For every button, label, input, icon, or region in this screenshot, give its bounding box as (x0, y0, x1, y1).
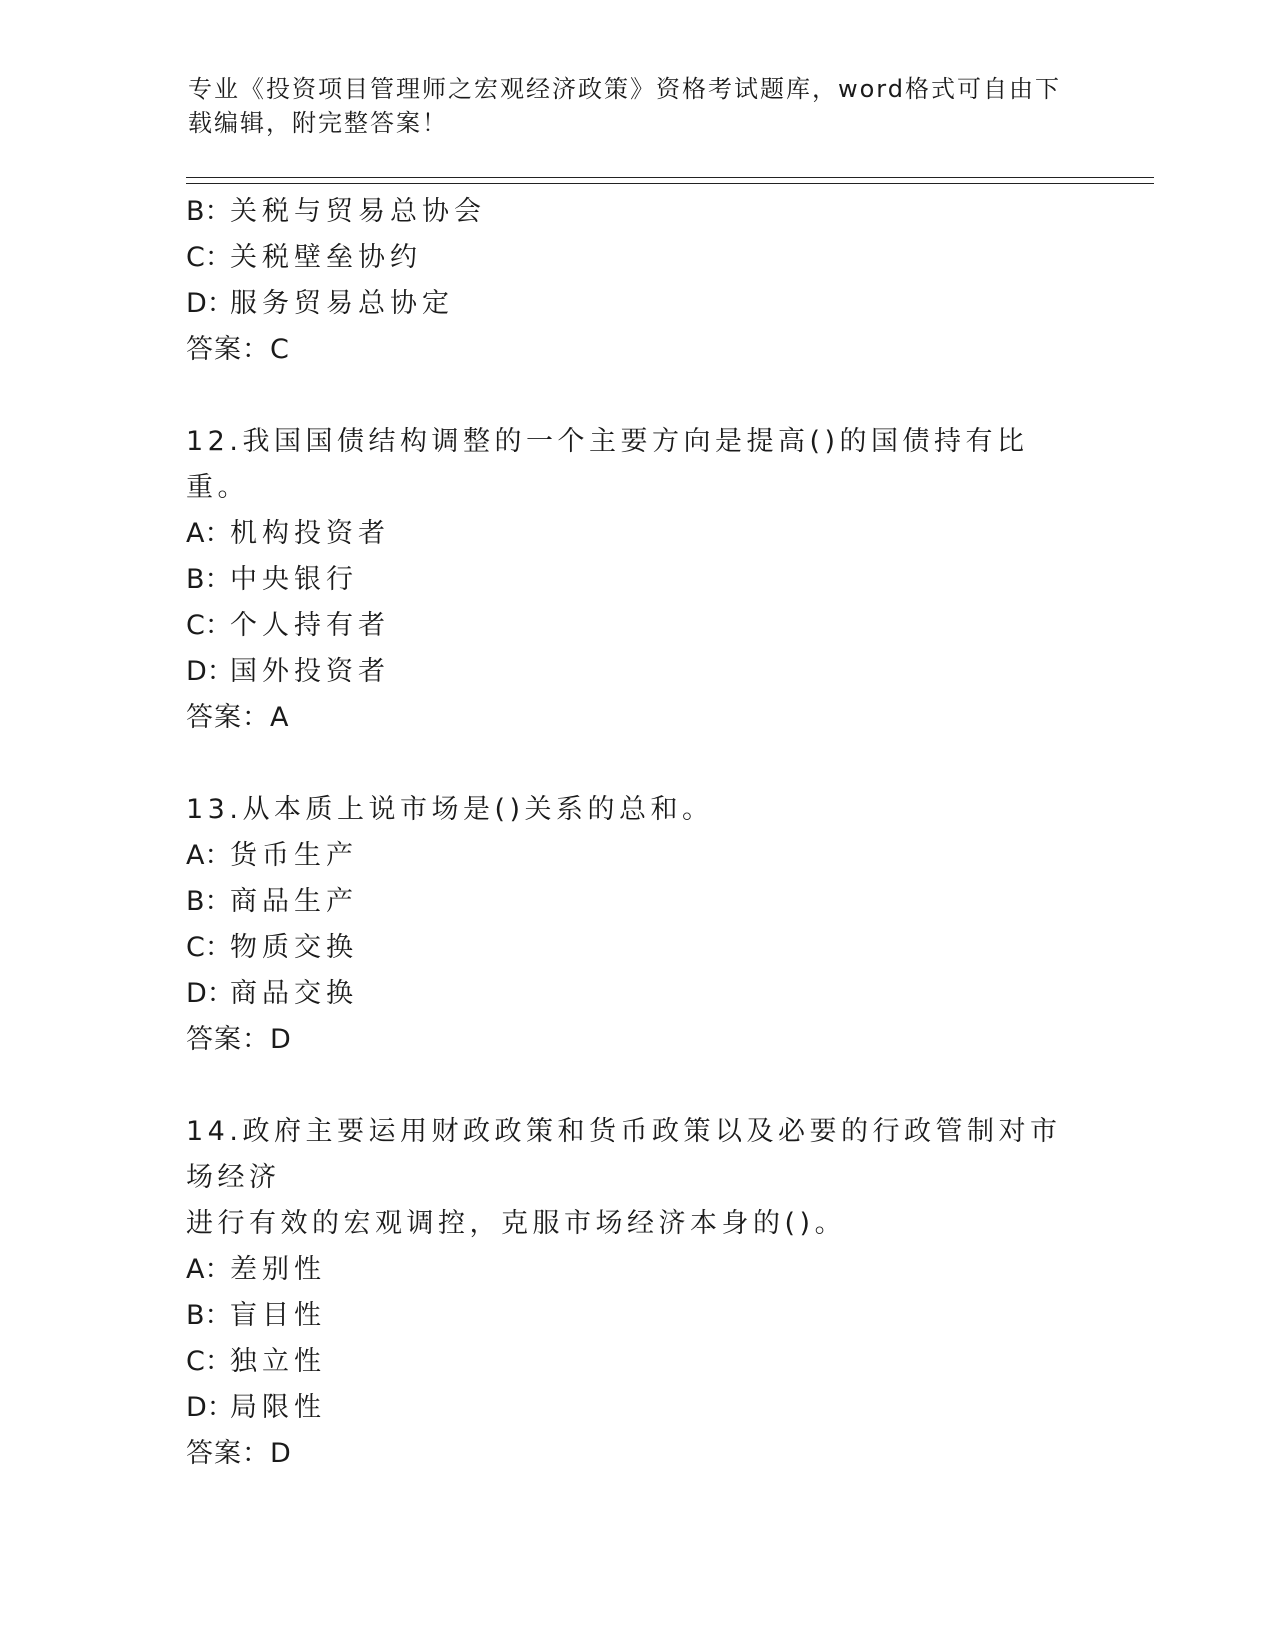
option-text: 物质交换 (230, 932, 358, 963)
option-b (186, 189, 1086, 235)
option-text: 服务贸易总协定 (230, 288, 454, 319)
option-key: B： (186, 886, 232, 917)
option-text: 关税壁垒协约 (230, 242, 422, 273)
option-d (186, 281, 1086, 327)
option-text: 中央银行 (230, 564, 358, 595)
question-stem-line-2: 进行有效的宏观调控，克服市场经济本身的()。 (186, 1208, 847, 1239)
option-text: 独立性 (230, 1346, 326, 1377)
option-c (186, 925, 1086, 971)
option-text: 机构投资者 (230, 518, 390, 549)
spacer (186, 373, 1086, 419)
option-a (186, 1247, 1086, 1293)
option-key: A： (186, 518, 232, 549)
question-stem: 13.从本质上说市场是()关系的总和。 (186, 794, 714, 825)
answer-line: 答案：A (186, 702, 290, 733)
question-12 (186, 419, 1086, 741)
option-key: D： (186, 978, 234, 1009)
option-key: C： (186, 242, 232, 273)
question-14 (186, 1109, 1086, 1477)
answer-line: 答案：C (186, 334, 290, 365)
spacer (186, 1063, 1086, 1109)
answer-line: 答案：D (186, 1438, 292, 1469)
option-c (186, 235, 1086, 281)
option-c (186, 603, 1086, 649)
option-text: 差别性 (230, 1254, 326, 1285)
option-text: 盲目性 (230, 1300, 326, 1331)
option-key: A： (186, 1254, 232, 1285)
option-a (186, 833, 1086, 879)
option-key: C： (186, 932, 232, 963)
option-text: 国外投资者 (230, 656, 390, 687)
header-divider-bottom (186, 183, 1154, 184)
option-text: 关税与贸易总协会 (230, 196, 486, 227)
option-text: 局限性 (230, 1392, 326, 1423)
option-key: B： (186, 196, 232, 227)
option-key: D： (186, 288, 234, 319)
document-header: 专业《投资项目管理师之宏观经济政策》资格考试题库，word格式可自由下载编辑，附完整答案！ (188, 75, 1061, 137)
option-text: 商品生产 (230, 886, 358, 917)
option-text: 货币生产 (230, 840, 358, 871)
spacer (186, 741, 1086, 787)
option-key: C： (186, 1346, 232, 1377)
option-d (186, 971, 1086, 1017)
option-b (186, 557, 1086, 603)
header-divider-top (186, 177, 1154, 178)
option-b (186, 879, 1086, 925)
option-key: B： (186, 1300, 232, 1331)
option-text: 商品交换 (230, 978, 358, 1009)
question-list (186, 189, 1086, 1477)
option-key: B： (186, 564, 232, 595)
option-key: C： (186, 610, 232, 641)
option-b (186, 1293, 1086, 1339)
option-text: 个人持有者 (230, 610, 390, 641)
question-stem: 12.我国国债结构调整的一个主要方向是提高()的国债持有比重。 (186, 426, 1029, 503)
question-13 (186, 787, 1086, 1063)
option-key: A： (186, 840, 232, 871)
option-key: D： (186, 656, 234, 687)
option-d (186, 649, 1086, 695)
answer-line: 答案：D (186, 1024, 292, 1055)
question-stem-line-1: 14.政府主要运用财政政策和货币政策以及必要的行政管制对市场经济 (186, 1116, 1062, 1193)
option-c (186, 1339, 1086, 1385)
option-key: D： (186, 1392, 234, 1423)
question-11-continued (186, 189, 1086, 373)
option-d (186, 1385, 1086, 1431)
option-a (186, 511, 1086, 557)
